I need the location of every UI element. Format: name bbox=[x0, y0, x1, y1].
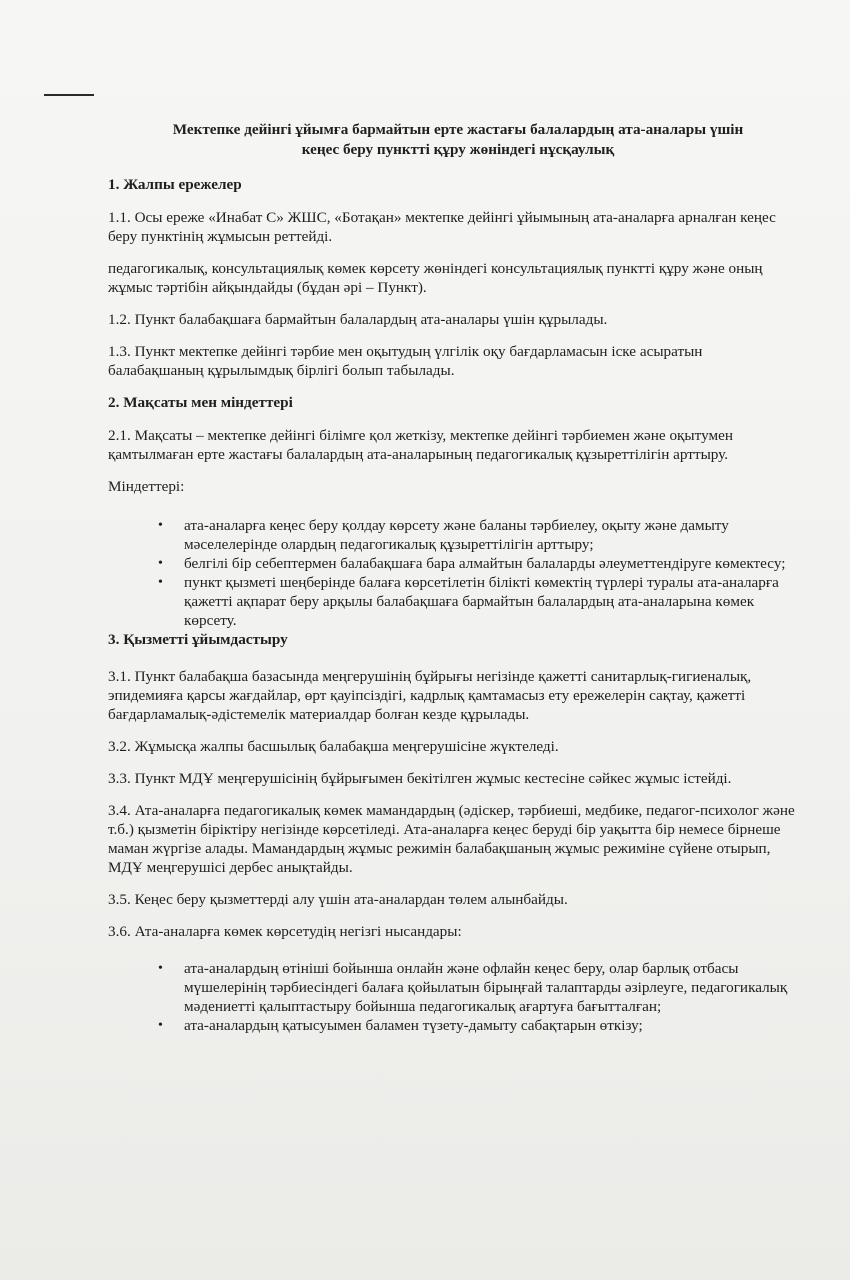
list-item: • ата-аналарға кеңес беру қолдау көрсету және баланы тәрбиелеу, оқыту және дамыту мәселелерінде олардың педагогикалық құзыреттілігін арттыру; bbox=[184, 516, 798, 554]
paragraph-3-3: 3.3. Пункт МДҰ меңгерушісінің бұйрығымен бекітілген жұмыс кестесіне сәйкес жұмыс істейді. bbox=[108, 770, 732, 787]
title-line-2: кеңес беру пунктті құру жөніндегі нұсқаулық bbox=[301, 141, 615, 158]
paragraph-1-1-cont: педагогикалық, консультациялық көмек көрсету жөніндегі консультациялық пунктті құру және оның жұмыс тәртібін айқындайды (бұдан әрі – Пункт). bbox=[108, 260, 763, 296]
forms-list bbox=[108, 959, 798, 1035]
paragraph-1-1: 1.1. Осы ереже «Инабат С» ЖШС, «Ботақан» мектепке дейінгі ұйымының ата-аналарға арналған кеңес беру пунктінің жұмысын реттейді. bbox=[108, 209, 776, 245]
list-item: • пункт қызметі шеңберінде балаға көрсетілетін білікті көмектің түрлері туралы ата-аналарға қажетті ақпарат беру арқылы балабақшаға бармайтын балалардың ата-аналарына көмек көрсету. bbox=[184, 573, 798, 630]
list-item: • белгілі бір себептермен балабақшаға бара алмайтын балаларды әлеуметтендіруге көмектесу; bbox=[184, 554, 798, 573]
paragraph-3-1: 3.1. Пункт балабақша базасында меңгерушінің бұйрығы негізінде қажетті санитарлық-гигиеналық, эпидемияға қарсы жағдайлар, өрт қауіпсіздігі, кадрлық қамтамасыз ету ережелерін сақтау, қажетті бағдарламалық-әдістемелік материалдар болған кезде құрылады. bbox=[108, 668, 752, 723]
list-item: • ата-аналардың қатысуымен баламен түзету-дамыту сабақтарын өткізу; bbox=[184, 1016, 798, 1035]
paragraph-3-4: 3.4. Ата-аналарға педагогикалық көмек мамандардың (әдіскер, тәрбиеші, медбике, педагог-психолог және т.б.) қызметін біріктіру негізінде көрсетіледі. Ата-аналарға кеңес беруді бір уақытта бір немесе бірнеше маман жүргізе алады. Мамандардың жұмыс режимін балабақшаның жұмыс режиміне сүйене отырып, МДҰ меңгерушісі дербес анықтайды. bbox=[108, 802, 795, 876]
paragraph-2-1: 2.1. Мақсаты – мектепке дейінгі білімге қол жеткізу, мектепке дейінгі тәрбиемен және оқытумен қамтылмаған ерте жастағы балалардың ата-аналарының педагогикалық құзыреттілігін арттыру. bbox=[108, 427, 733, 463]
paragraph-3-2: 3.2. Жұмысқа жалпы басшылық балабақша меңгерушісіне жүктеледі. bbox=[108, 738, 559, 755]
paragraph-1-3: 1.3. Пункт мектепке дейінгі тәрбие мен оқытудың үлгілік оқу бағдарламасын іске асыратын балабақшаның құрылымдық бірлігі болып табылады. bbox=[108, 343, 703, 379]
header-dash-line bbox=[44, 94, 94, 96]
section-1-heading: 1. Жалпы ережелер bbox=[108, 176, 242, 193]
tasks-list bbox=[108, 516, 798, 630]
paragraph-1-2: 1.2. Пункт балабақшаға бармайтын балалардың ата-аналары үшін құрылады. bbox=[108, 311, 608, 328]
section-3-heading: 3. Қызметті ұйымдастыру bbox=[108, 631, 288, 648]
title-line-1: Мектепке дейінгі ұйымға бармайтын ерте жастағы балалардың ата-аналары үшін bbox=[172, 121, 744, 138]
paragraph-3-5: 3.5. Кеңес беру қызметтерді алу үшін ата-аналардан төлем алынбайды. bbox=[108, 891, 568, 908]
document-body bbox=[108, 120, 798, 1035]
section-2-heading: 2. Мақсаты мен міндеттері bbox=[108, 394, 293, 411]
tasks-label: Міндеттері: bbox=[108, 478, 185, 495]
document-title bbox=[108, 120, 798, 160]
list-item: • ата-аналардың өтініші бойынша онлайн және офлайн кеңес беру, олар барлық отбасы мүшелерінің тәрбиесіндегі балаға қойылатын бірыңғай талаптарды әзірлеуге, педагогикалық мәдениетті қалыптастыру бойынша педагогикалық ағартуға бағытталған; bbox=[184, 959, 798, 1016]
paragraph-3-6: 3.6. Ата-аналарға көмек көрсетудің негізгі нысандары: bbox=[108, 923, 462, 940]
